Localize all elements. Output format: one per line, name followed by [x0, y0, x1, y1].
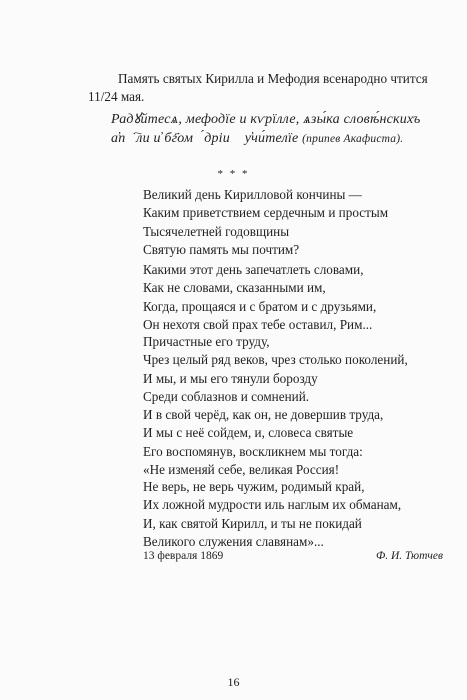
poem-date: 13 февраля 1869 [143, 550, 224, 562]
poem-line: И мы, и мы его тянули борозду [143, 370, 318, 386]
poem-line: И мы с неё сойдем, и, словеса святые [143, 425, 354, 441]
poem-line: И в свой черёд, как он, не довершив труда, [143, 407, 384, 422]
slavonic-note: (припев Акафиста). [302, 133, 404, 145]
poem-line: Их ложной мудрости иль наглым их обманам, [143, 497, 402, 513]
poem-line: Каким приветствием сердечным и простым [143, 205, 389, 221]
poem-line: Его воспомянув, воскликнем мы тогда: [143, 443, 363, 459]
poem-line: Великого служения славянам»... [143, 534, 324, 550]
stanza-4 [143, 406, 463, 480]
poem-line: И, как святой Кирилл, и ты не покидай [143, 515, 362, 531]
slavonic-line-2-text: а҆пⷭ҇ли и҆ бг҃омꙋ́дріи ᲂу҆чи́телїе [111, 131, 299, 146]
intro-paragraph: Память святых Кирилла и Мефодия всенародно чтится 11/24 мая. [88, 71, 428, 104]
poem-line: Какими этот день запечатлеть словами, [143, 262, 364, 277]
stanza-2 [143, 261, 463, 335]
poem-line: Причастные его труду, [143, 334, 270, 349]
poem-author: Ф. И. Тютчев [375, 550, 443, 562]
poem-line: Великий день Кирилловой кончины — [143, 187, 362, 202]
church-slavonic-verse [111, 110, 461, 149]
poem-line: Святую память мы почтим? [143, 242, 300, 258]
stanza-5 [143, 478, 463, 552]
stanza-1 [143, 186, 463, 260]
poem-line: «Не изменяй себе, великая Россия! [143, 462, 340, 478]
slavonic-line-1: Радꙋйтесѧ, мефодїе и кѵрїлле, ѧзы́ка словѣ́нскихъ [111, 112, 421, 127]
slavonic-line-2 [111, 129, 461, 149]
poem-line: Он нехотя свой прах тебе оставил, Рим... [143, 317, 373, 333]
stanza-3 [143, 333, 463, 407]
poem-line: Когда, прощаяся и с братом и с друзьями, [143, 298, 377, 314]
poem-line: Не верь, не верь чужим, родимый край, [143, 479, 365, 494]
poem-line: Среди соблазнов и сомнений. [143, 389, 310, 405]
poem-line: Как не словами, сказанными им, [143, 280, 326, 296]
page-number: 16 [227, 675, 240, 689]
section-asterisks: * * * [217, 168, 250, 180]
poem-line: Тысячелетней годовщины [143, 223, 290, 239]
poem-line: Чрез целый ряд веков, чрез столько поколений, [143, 352, 408, 368]
